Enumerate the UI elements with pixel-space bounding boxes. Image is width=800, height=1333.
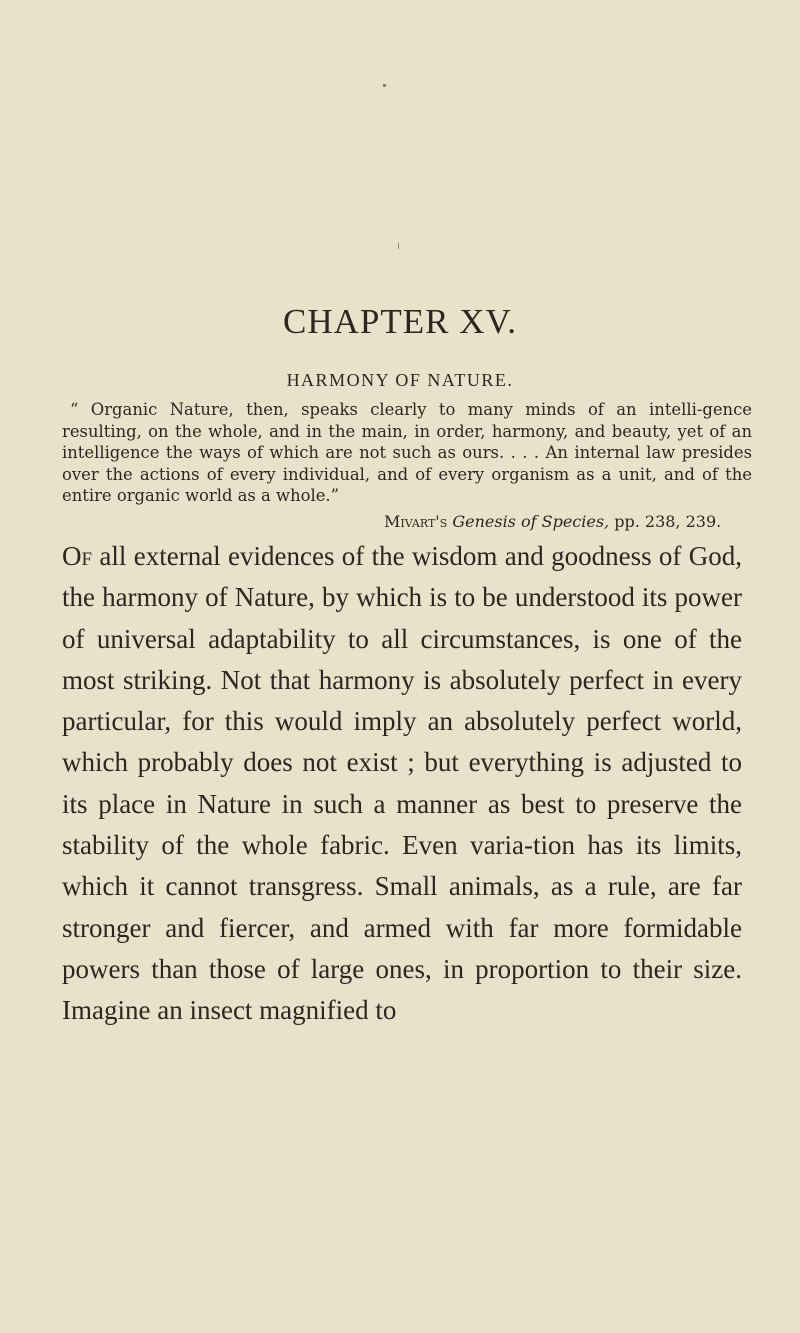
chapter-subtitle: HARMONY OF NATURE. — [286, 370, 514, 390]
epigraph-quote — [62, 399, 752, 507]
page-speck — [398, 243, 399, 249]
attribution-author: Mivart's — [384, 512, 448, 531]
attribution-work: Genesis of Species, — [452, 512, 610, 531]
attribution-pages: pp. 238, 239. — [614, 512, 722, 531]
page-speck — [383, 84, 386, 87]
body-paragraph — [62, 536, 742, 1032]
body-text: all external evidences of the wisdom and goodness of God, the harmony of Nature, by which is to be understood its power of universal adaptability to all circumstances, is one of the most striking. Not that harmony is absolutely perfect in every particular, for this would imply an absolutely perfect world, which probably does not exist ; but everything is adjusted to its place in Nature in such a manner as best to preserve the stability of the whole fabric. Even varia-tion has its limits, which it cannot transgress. Small animals, as a rule, are far stronger and fiercer, and armed with far more formidable powers than those of large ones, in proportion to their size. Imagine an insect magnified to — [62, 541, 742, 1026]
opening-word: Of — [62, 541, 93, 571]
epigraph-attribution — [384, 512, 721, 531]
chapter-title: CHAPTER XV. — [282, 302, 517, 341]
epigraph-text: “ Organic Nature, then, speaks clearly to many minds of an intelli-gence resulting, on the whole, and in the main, in order, harmony, and beauty, yet of an intelligence the ways of which are not such as ours. . . . An internal law presides over the actions of every individual, and of every organism as a unit, and of the entire organic world as a whole.” — [62, 400, 752, 505]
